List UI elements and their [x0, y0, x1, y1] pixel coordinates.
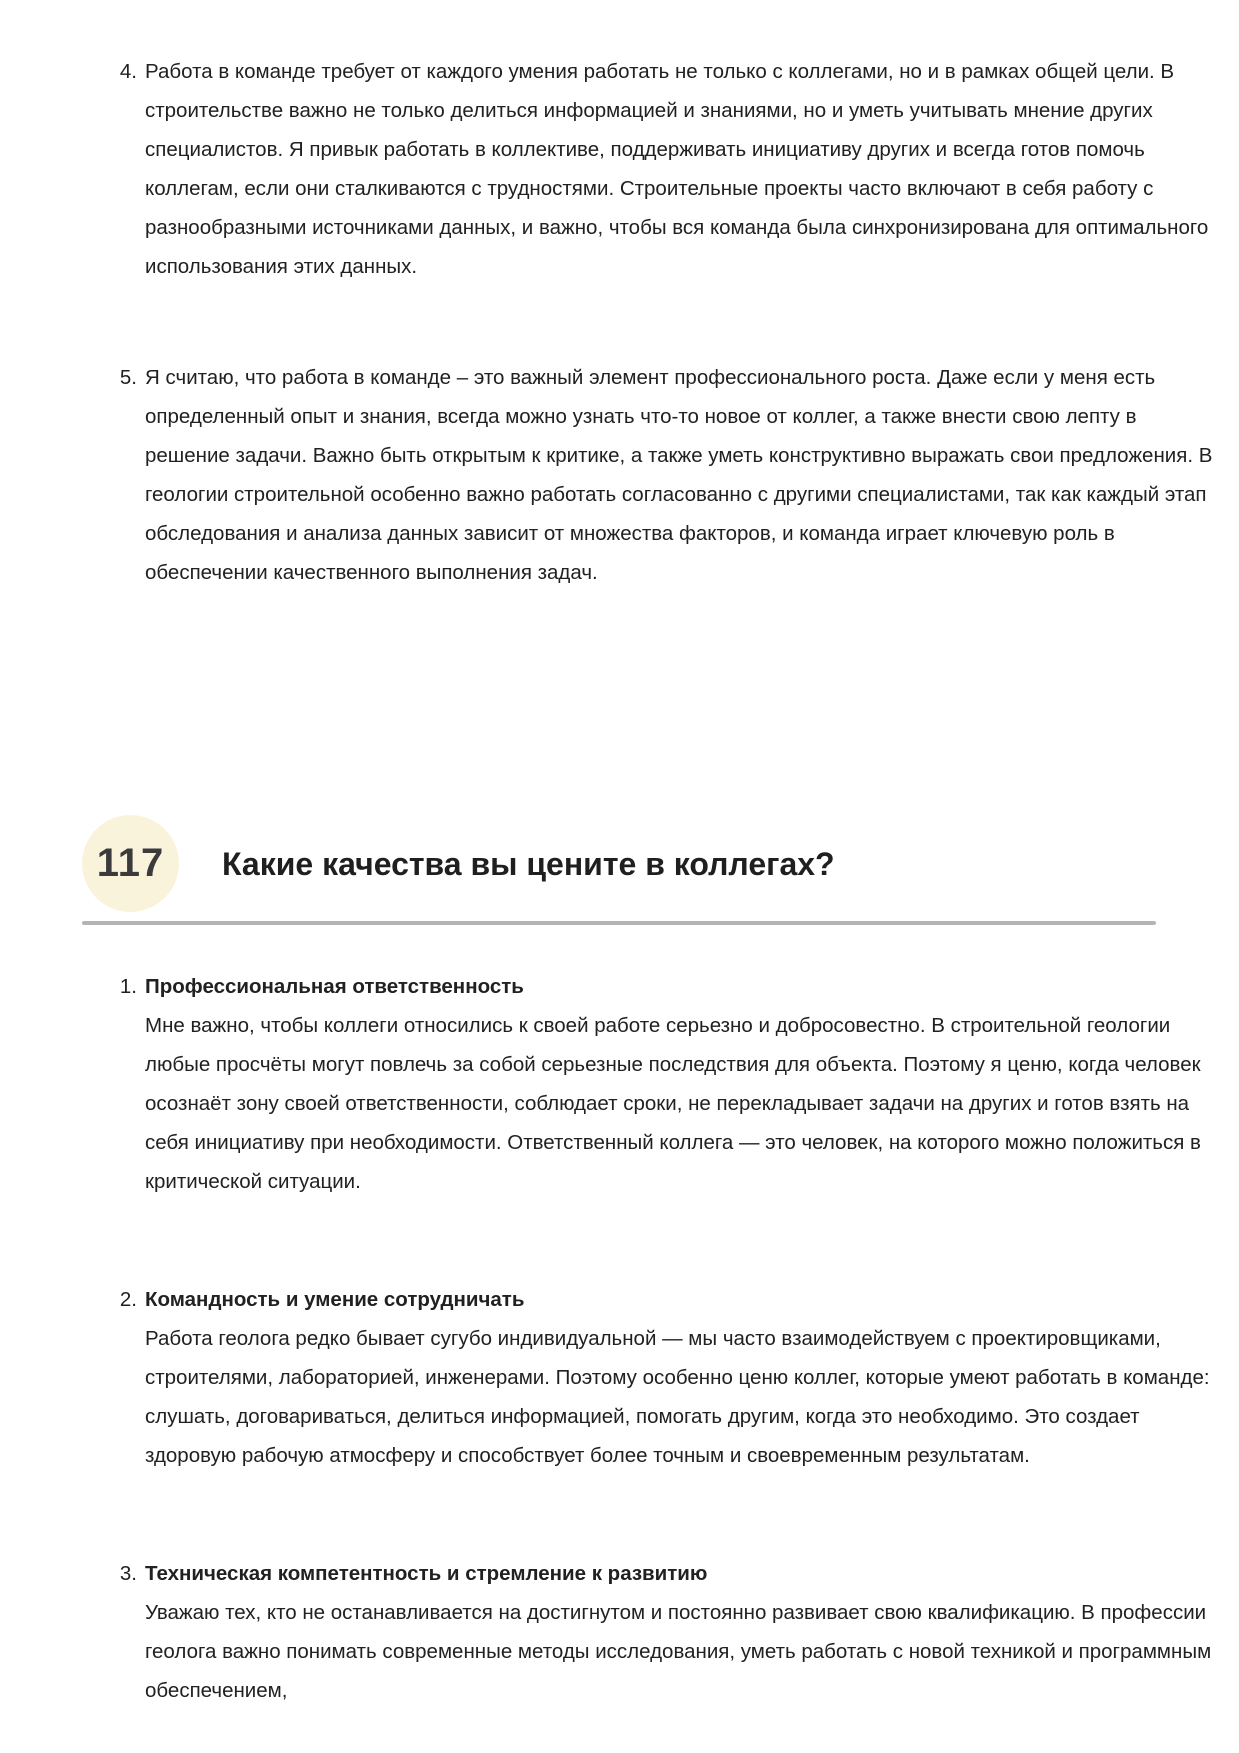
- question-number-badge: 117: [82, 815, 179, 912]
- continued-answer-list: [75, 52, 1220, 631]
- quality-title: Профессиональная ответственность: [145, 975, 524, 998]
- list-item-text: Я считаю, что работа в команде – это важный элемент профессионального роста. Даже если у меня есть определенный опыт и знания, всегда можно узнать что-то новое от коллег, а также внести свою лепту в решение задачи. Важно быть открытым к критике, а также уметь конструктивно выражать свои предложения. В геологии строительной особенно важно работать согласованно с другими специалистами, так как каждый этап обследования и анализа данных зависит от множества факторов, и команда играет ключевую роль в обеспечении качественного выполнения задач.: [145, 366, 1213, 584]
- list-item-text: Работа в команде требует от каждого умения работать не только с коллегами, но и в рамках общей цели. В строительстве важно не только делиться информацией и знаниями, но и уметь учитывать мнение других специалистов. Я привык работать в коллективе, поддерживать инициативу других и всегда готов помочь коллегам, если они сталкиваются с трудностями. Строительные проекты часто включают в себя работу с разнообразными источниками данных, и важно, чтобы вся команда была синхронизирована для оптимального использования этих данных.: [145, 60, 1209, 278]
- quality-text: Уважаю тех, кто не останавливается на достигнутом и постоянно развивает свою квалификацию. В профессии геолога важно понимать современные методы исследования, уметь работать с новой техникой и программным обеспечением,: [145, 1601, 1212, 1702]
- list-item-number: 1.: [119, 975, 137, 998]
- qualities-list: [75, 967, 1220, 1710]
- list-item: [75, 967, 1220, 1240]
- list-item-number: 3.: [119, 1562, 137, 1585]
- list-item: [75, 1554, 1220, 1710]
- quality-text: Работа геолога редко бывает сугубо индивидуальной — мы часто взаимодействуем с проектировщиками, строителями, лабораторией, инженерами. Поэтому особенно ценю коллег, которые умеют работать в команде: слушать, договариваться, делиться информацией, помогать другим, когда это необходимо. Это создает здоровую рабочую атмосферу и способствует более точным и своевременным результатам.: [145, 1327, 1210, 1467]
- list-item-number: 4.: [119, 60, 137, 83]
- section-divider: [82, 921, 1156, 925]
- list-item: [75, 1280, 1220, 1514]
- question-header: [82, 815, 1220, 912]
- list-item-number: 5.: [119, 366, 137, 389]
- list-item-number: 2.: [119, 1288, 137, 1311]
- question-title: Какие качества вы цените в коллегах?: [222, 845, 835, 882]
- list-item: [75, 52, 1220, 325]
- quality-text: Мне важно, чтобы коллеги относились к своей работе серьезно и добросовестно. В строительной геологии любые просчёты могут повлечь за собой серьезные последствия для объекта. Поэтому я ценю, когда человек осознаёт зону своей ответственности, соблюдает сроки, не перекладывает задачи на других и готов взять на себя инициативу при необходимости. Ответственный коллега — это человек, на которого можно положиться в критической ситуации.: [145, 1014, 1201, 1193]
- quality-title: Командность и умение сотрудничать: [145, 1288, 525, 1311]
- quality-title: Техническая компетентность и стремление к развитию: [145, 1562, 708, 1585]
- list-item: [75, 358, 1220, 631]
